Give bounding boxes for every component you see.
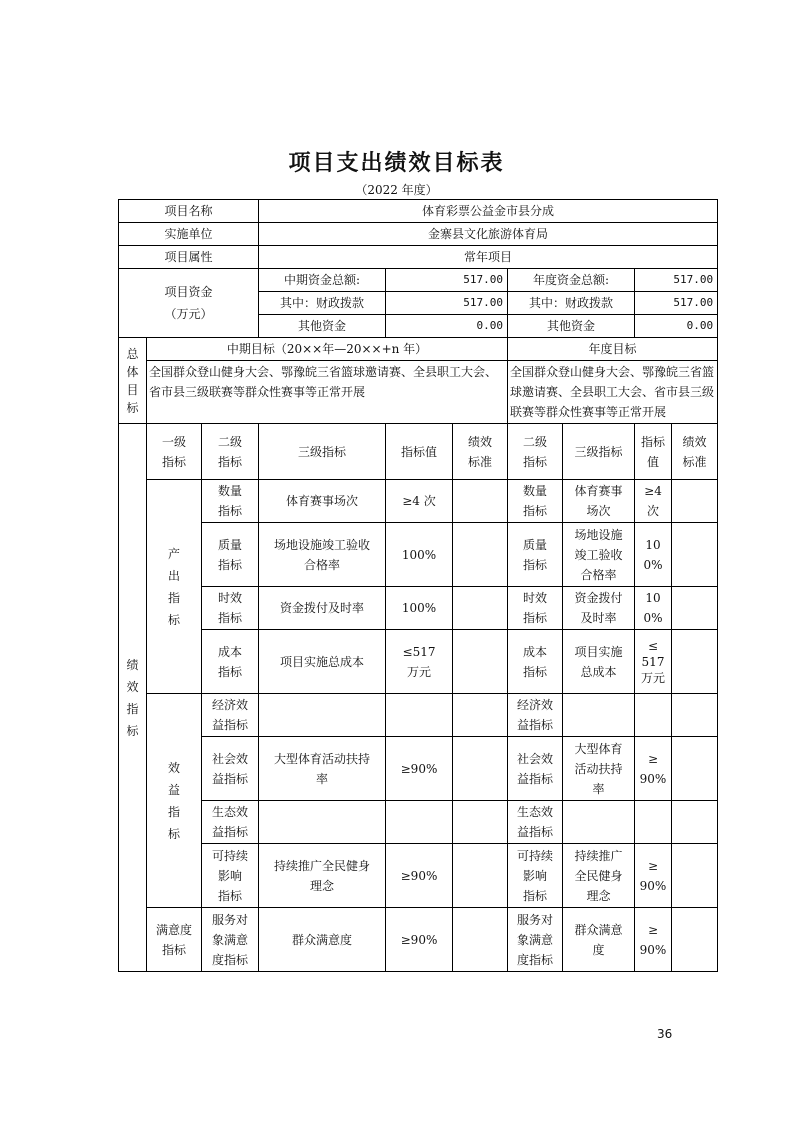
level3-cell: 体育赛事场次 (259, 480, 386, 523)
level3-cell: 大型体育活动扶持 率 (259, 737, 386, 801)
project-name-label: 项目名称 (119, 200, 259, 223)
year-level3-cell: 持续推广 全民健身 理念 (563, 844, 635, 908)
project-name-value: 体育彩票公益金市县分成 (259, 200, 718, 223)
standard-cell (453, 737, 508, 801)
year-other-value: 0.00 (635, 315, 718, 338)
year-standard-cell (672, 523, 718, 587)
level3-cell: 场地设施竣工验收 合格率 (259, 523, 386, 587)
level3-cell (259, 694, 386, 737)
year-standard-cell (672, 908, 718, 972)
page-number: 36 (657, 1027, 673, 1041)
year-value-cell: ≥ 90% (635, 844, 672, 908)
year-standard-cell (672, 737, 718, 801)
level3-cell: 群众满意度 (259, 908, 386, 972)
header-year-value: 指标 值 (635, 424, 672, 480)
year-value-cell: 100% (635, 523, 672, 587)
year-value-cell (635, 801, 672, 844)
value-cell: ≥4 次 (386, 480, 453, 523)
year-total-label: 年度资金总额: (508, 269, 635, 292)
value-cell: ≥90% (386, 844, 453, 908)
level2-cell: 时效 指标 (202, 587, 259, 630)
value-cell: ≥90% (386, 737, 453, 801)
year-level3-cell: 体育赛事 场次 (563, 480, 635, 523)
value-cell (386, 694, 453, 737)
level2-cell: 数量 指标 (202, 480, 259, 523)
year-total-value: 517.00 (635, 269, 718, 292)
year-goal-header: 年度目标 (508, 338, 718, 361)
level3-cell (259, 801, 386, 844)
year-standard-cell (672, 694, 718, 737)
year-level3-cell: 场地设施 竣工验收 合格率 (563, 523, 635, 587)
year-level2-cell: 时效 指标 (508, 587, 563, 630)
year-other-label: 其他资金 (508, 315, 635, 338)
standard-cell (453, 587, 508, 630)
benefit-indicator-label: 效 益 指 标 (147, 694, 202, 908)
year-level3-cell: 大型体育 活动扶持 率 (563, 737, 635, 801)
year-level2-cell: 成本 指标 (508, 630, 563, 694)
indicators-section-label: 绩 效 指 标 (119, 424, 147, 972)
standard-cell (453, 844, 508, 908)
fiscal-year: （2022 年度） (355, 183, 438, 197)
goal-label: 总 体 目 标 (119, 338, 147, 424)
year-value-cell: ≥4 次 (635, 480, 672, 523)
mid-total-label: 中期资金总额: (259, 269, 386, 292)
year-fin-label: 其中：财政拨款 (508, 292, 635, 315)
year-level2-cell: 质量 指标 (508, 523, 563, 587)
year-level3-cell: 资金拨付 及时率 (563, 587, 635, 630)
mid-fin-value: 517.00 (386, 292, 508, 315)
year-value-cell: ≥ 90% (635, 908, 672, 972)
year-value-cell: ≤ 517 万元 (635, 630, 672, 694)
year-level2-cell: 社会效 益指标 (508, 737, 563, 801)
year-level2-cell: 数量 指标 (508, 480, 563, 523)
standard-cell (453, 801, 508, 844)
level2-cell: 质量 指标 (202, 523, 259, 587)
mid-goal-text: 全国群众登山健身大会、鄂豫皖三省篮球邀请赛、全县职工大会、省市县三级联赛等群众性赛事等正常开展 (147, 361, 508, 424)
standard-cell (453, 480, 508, 523)
satisfaction-indicator-label: 满意度 指标 (147, 908, 202, 972)
standard-cell (453, 694, 508, 737)
mid-total-value: 517.00 (386, 269, 508, 292)
level2-cell: 成本 指标 (202, 630, 259, 694)
attribute-value: 常年项目 (259, 246, 718, 269)
mid-fin-label: 其中：财政拨款 (259, 292, 386, 315)
header-level3: 三级指标 (259, 424, 386, 480)
year-standard-cell (672, 630, 718, 694)
level2-cell: 服务对 象满意 度指标 (202, 908, 259, 972)
value-cell: ≥90% (386, 908, 453, 972)
year-level3-cell: 项目实施 总成本 (563, 630, 635, 694)
year-goal-text: 全国群众登山健身大会、鄂豫皖三省篮球邀请赛、全县职工大会、省市县三级联赛等群众性赛事等正常开展 (508, 361, 718, 424)
output-indicator-label: 产 出 指 标 (147, 480, 202, 694)
level3-cell: 持续推广全民健身 理念 (259, 844, 386, 908)
header-year-standard: 绩效 标准 (672, 424, 718, 480)
year-standard-cell (672, 801, 718, 844)
funds-label: 项目资金 （万元） (119, 269, 259, 338)
year-value-cell (635, 694, 672, 737)
year-standard-cell (672, 480, 718, 523)
unit-value: 金寨县文化旅游体育局 (259, 223, 718, 246)
year-standard-cell (672, 587, 718, 630)
header-level1: 一级 指标 (147, 424, 202, 480)
level2-cell: 可持续 影响 指标 (202, 844, 259, 908)
level2-cell: 经济效 益指标 (202, 694, 259, 737)
year-fin-value: 517.00 (635, 292, 718, 315)
value-cell: 100% (386, 587, 453, 630)
performance-goal-table (118, 199, 718, 972)
year-level2-cell: 可持续 影响 指标 (508, 844, 563, 908)
year-standard-cell (672, 844, 718, 908)
header-year-level2: 二级 指标 (508, 424, 563, 480)
header-level2: 二级 指标 (202, 424, 259, 480)
page-title: 项目支出绩效目标表 (288, 151, 505, 176)
standard-cell (453, 630, 508, 694)
year-value-cell: 100% (635, 587, 672, 630)
standard-cell (453, 523, 508, 587)
header-standard: 绩效 标准 (453, 424, 508, 480)
level2-cell: 社会效 益指标 (202, 737, 259, 801)
attribute-label: 项目属性 (119, 246, 259, 269)
unit-label: 实施单位 (119, 223, 259, 246)
value-cell: ≤517 万元 (386, 630, 453, 694)
year-level3-cell (563, 694, 635, 737)
value-cell: 100% (386, 523, 453, 587)
level3-cell: 项目实施总成本 (259, 630, 386, 694)
level2-cell: 生态效 益指标 (202, 801, 259, 844)
mid-other-label: 其他资金 (259, 315, 386, 338)
year-value-cell: ≥ 90% (635, 737, 672, 801)
year-level2-cell: 生态效 益指标 (508, 801, 563, 844)
year-level3-cell: 群众满意 度 (563, 908, 635, 972)
level3-cell: 资金拨付及时率 (259, 587, 386, 630)
mid-other-value: 0.00 (386, 315, 508, 338)
header-year-level3: 三级指标 (563, 424, 635, 480)
header-value: 指标值 (386, 424, 453, 480)
standard-cell (453, 908, 508, 972)
year-level3-cell (563, 801, 635, 844)
mid-goal-header: 中期目标（20××年—20××+n 年） (147, 338, 508, 361)
year-level2-cell: 服务对 象满意 度指标 (508, 908, 563, 972)
year-level2-cell: 经济效 益指标 (508, 694, 563, 737)
value-cell (386, 801, 453, 844)
